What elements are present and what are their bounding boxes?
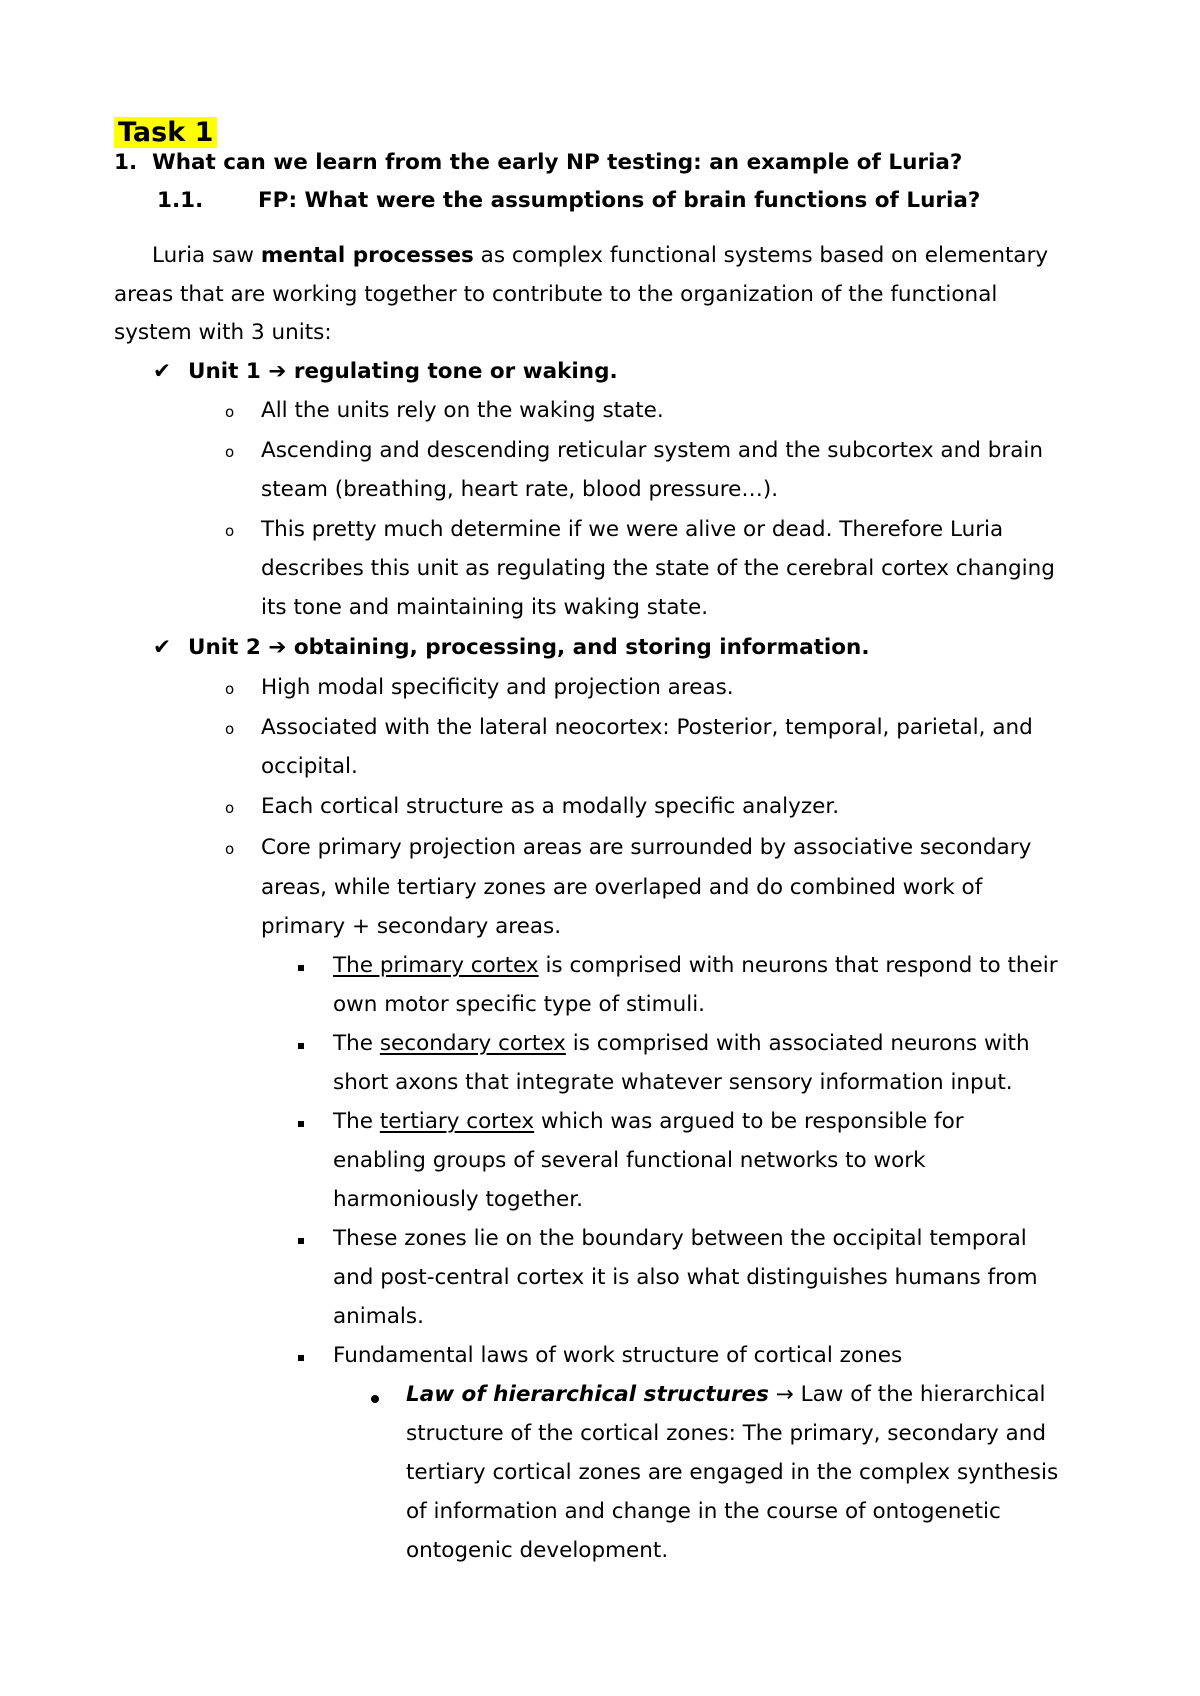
intro-line-1 xyxy=(152,242,1048,270)
unit-2-label: Unit 2 xyxy=(188,635,261,660)
intro-text-post: as complex functional systems based on elementary xyxy=(473,243,1049,268)
unit-1-bullet-3-line-2: describes this unit as regulating the state of the cerebral cortex changing xyxy=(261,556,1055,581)
task-title-highlight: Task 1 xyxy=(114,117,217,148)
question-1-1-number: 1.1. xyxy=(157,188,204,213)
intro-line-3: system with 3 units: xyxy=(114,320,332,345)
unit-1-title: regulating tone or waking. xyxy=(293,359,618,384)
unit-1-bullet-3-line-1: This pretty much determine if we were alive or dead. Therefore Luria xyxy=(261,517,1004,542)
intro-line-2: areas that are working together to contribute to the organization of the functional xyxy=(114,282,998,307)
tertiary-cortex-term: tertiary cortex xyxy=(379,1109,535,1134)
unit-2-bullet-4-line-1: Core primary projection areas are surrounded by associative secondary xyxy=(261,835,1032,860)
law-name: Law of hierarchical structures xyxy=(406,1382,769,1407)
sub-bullet-3-line-2: enabling groups of several functional networks to work xyxy=(333,1148,926,1173)
circle-bullet-icon: o xyxy=(225,840,235,858)
unit-1-bullet-2-line-1: Ascending and descending reticular system and the subcortex and brain xyxy=(261,438,1043,463)
sub-bullet-3-line-1: The tertiary cortex which was argued to be responsible for xyxy=(333,1109,964,1134)
square-bullet-icon xyxy=(298,1355,304,1361)
circle-bullet-icon: o xyxy=(225,799,235,817)
sub-bullet-4-line-2: and post-central cortex it is also what distinguishes humans from xyxy=(333,1265,1038,1290)
sub-bullet-4-line-1: These zones lie on the boundary between the occipital temporal xyxy=(333,1226,1027,1251)
law-line-1: Law of hierarchical structures → Law of the hierarchical xyxy=(406,1382,1046,1407)
square-bullet-icon xyxy=(298,965,304,971)
secondary-cortex-term: secondary cortex xyxy=(379,1031,566,1056)
law-arrow: → xyxy=(768,1382,801,1407)
task-title xyxy=(114,116,217,150)
checkmark-icon: ✔ xyxy=(153,359,172,384)
question-1-number: 1. xyxy=(114,150,138,175)
question-1-1-text: FP: What were the assumptions of brain functions of Luria? xyxy=(258,188,981,213)
unit-1-label: Unit 1 xyxy=(188,359,261,384)
intro-bold-term: mental processes xyxy=(260,243,474,268)
sub-bullet-5: Fundamental laws of work structure of cortical zones xyxy=(333,1343,903,1368)
unit-1-bullet-1: All the units rely on the waking state. xyxy=(261,398,664,423)
sub-bullet-2-line-2: short axons that integrate whatever sensory information input. xyxy=(333,1070,1013,1095)
law-line-5: ontogenic development. xyxy=(406,1538,669,1563)
circle-bullet-icon: o xyxy=(225,443,235,461)
arrow-right-icon: ➔ xyxy=(268,359,287,384)
sub-bullet-1-line-1: The primary cortex is comprised with neurons that respond to their xyxy=(333,953,1058,978)
law-line-2: structure of the cortical zones: The primary, secondary and xyxy=(406,1421,1047,1446)
circle-bullet-icon: o xyxy=(225,680,235,698)
unit-1-bullet-2-line-2: steam (breathing, heart rate, blood pressure…). xyxy=(261,477,779,502)
square-bullet-icon xyxy=(298,1121,304,1127)
square-bullet-icon xyxy=(298,1238,304,1244)
law-line-3: tertiary cortical zones are engaged in the complex synthesis xyxy=(406,1460,1059,1485)
intro-text-pre: Luria saw xyxy=(152,243,261,268)
unit-2-bullet-4-line-3: primary + secondary areas. xyxy=(261,914,562,939)
law-line-4: of information and change in the course of ontogenetic xyxy=(406,1499,1001,1524)
question-1-text: What can we learn from the early NP testing: an example of Luria? xyxy=(152,150,963,175)
unit-2-bullet-3: Each cortical structure as a modally specific analyzer. xyxy=(261,794,840,819)
sub-bullet-4-line-3: animals. xyxy=(333,1304,424,1329)
unit-2-title: obtaining, processing, and storing information. xyxy=(293,635,870,660)
sub-bullet-2-line-1: The secondary cortex is comprised with associated neurons with xyxy=(333,1031,1030,1056)
arrow-right-icon: ➔ xyxy=(268,635,287,660)
unit-2-bullet-2-line-2: occipital. xyxy=(261,754,358,779)
unit-2-bullet-4-line-2: areas, while tertiary zones are overlaped and do combined work of xyxy=(261,875,983,900)
unit-2-heading xyxy=(188,634,870,662)
sub-bullet-1-line-2: own motor specific type of stimuli. xyxy=(333,992,705,1017)
dot-bullet-icon xyxy=(371,1395,379,1403)
square-bullet-icon xyxy=(298,1043,304,1049)
unit-2-bullet-1: High modal specificity and projection areas. xyxy=(261,675,734,700)
sub-bullet-3-line-3: harmoniously together. xyxy=(333,1187,583,1212)
circle-bullet-icon: o xyxy=(225,720,235,738)
primary-cortex-term: The primary cortex xyxy=(333,953,539,978)
unit-2-bullet-2-line-1: Associated with the lateral neocortex: Posterior, temporal, parietal, and xyxy=(261,715,1033,740)
checkmark-icon: ✔ xyxy=(153,635,172,660)
circle-bullet-icon: o xyxy=(225,522,235,540)
unit-1-heading xyxy=(188,358,618,386)
circle-bullet-icon: o xyxy=(225,403,235,421)
unit-1-bullet-3-line-3: its tone and maintaining its waking state. xyxy=(261,595,709,620)
